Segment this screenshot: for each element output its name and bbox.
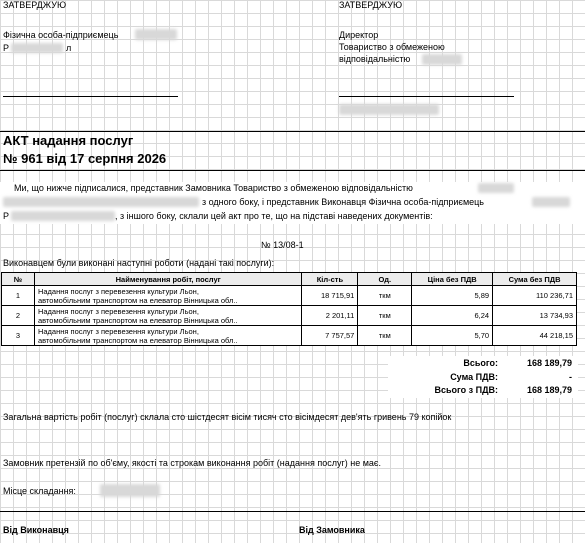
- title-rule: [0, 131, 585, 132]
- redacted-executor-name: [135, 29, 177, 40]
- col-price: Ціна без ПДВ: [412, 273, 493, 286]
- approve-left: ЗАТВЕРДЖУЮ: [3, 0, 67, 10]
- desc-line-2: автомобільним транспортом на елеватор Вінницька обл..: [37, 335, 238, 345]
- vat-value: -: [569, 372, 572, 382]
- intro-line-2: з одного боку, і представник Виконавця Фізична особа-підприємець: [202, 197, 484, 207]
- col-name: Найменування робіт, послуг: [34, 273, 301, 286]
- act-number-date: № 961 від 17 серпня 2026: [3, 151, 167, 166]
- row-sum: 110 236,71: [493, 286, 577, 306]
- col-number: №: [2, 273, 35, 286]
- total-label: Всього:: [463, 358, 498, 368]
- row-qty: 7 757,57: [302, 326, 358, 346]
- total-value: 168 189,79: [526, 358, 572, 368]
- redacted-place: [100, 484, 160, 497]
- table-header-row: [2, 273, 577, 286]
- row-price: 5,70: [412, 326, 493, 346]
- col-qty: Кіл-сть: [302, 273, 358, 286]
- vat-label: Сума ПДВ:: [450, 372, 498, 382]
- executor-role: Фізична особа-підприємець: [3, 30, 119, 40]
- desc-line-1: Надання послуг з перевезення культури Льон,: [37, 306, 199, 316]
- row-qty: 18 715,91: [302, 286, 358, 306]
- customer-role: Директор: [339, 30, 379, 40]
- executor-name-end: л: [66, 43, 72, 53]
- works-table: [1, 272, 577, 346]
- approve-right: ЗАТВЕРДЖУЮ: [339, 0, 403, 10]
- row-description: [34, 326, 301, 346]
- redacted-executor-name-2: [11, 43, 63, 53]
- redacted-customer-company: [422, 54, 462, 65]
- redacted-customer-signatory: [339, 104, 439, 115]
- place-label: Місце складання:: [3, 486, 76, 496]
- executor-name-start: Р: [3, 43, 10, 53]
- row-sum: 13 734,93: [493, 306, 577, 326]
- signature-customer-label: Від Замовника: [299, 525, 365, 535]
- desc-line-2: автомобільним транспортом на елеватор Вінницька обл..: [37, 315, 238, 325]
- row-qty: 2 201,11: [302, 306, 358, 326]
- row-unit: ткм: [358, 286, 412, 306]
- redacted-executor-full: [532, 197, 570, 207]
- row-number: 3: [2, 326, 35, 346]
- total-with-vat-value: 168 189,79: [526, 385, 572, 395]
- customer-company-1: Товариство з обмеженою: [339, 42, 445, 52]
- customer-company-2: відповідальністю: [339, 54, 411, 64]
- intro-line-3: , з іншого боку, склали цей акт про те, що на підставі наведених документів:: [115, 211, 433, 221]
- table-row: [2, 326, 577, 346]
- table-row: [2, 286, 577, 306]
- no-claims-statement: Замовник претензій по об'єму, якості та строкам виконання робіт (надання послуг) не має.: [3, 458, 381, 468]
- row-number: 2: [2, 306, 35, 326]
- redacted-customer-full: [3, 197, 199, 207]
- works-heading: Виконавцем були виконані наступні роботи (надані такі послуги):: [3, 258, 275, 268]
- row-unit: ткм: [358, 306, 412, 326]
- amount-in-words: Загальна вартість робіт (послуг) склала сто шістдесят вісім тисяч сто вісімдесят дев'ять гривень 79 копійок: [3, 412, 452, 422]
- row-price: 5,89: [412, 286, 493, 306]
- desc-line-1: Надання послуг з перевезення культури Льон,: [37, 326, 199, 336]
- act-title: АКТ надання послуг: [3, 133, 134, 148]
- intro-line-1: Ми, що нижче підписалися, представник Замовника Товариство з обмеженою відповідальністю: [14, 183, 413, 193]
- redacted-executor-full-2: [11, 211, 115, 221]
- desc-line-1: Надання послуг з перевезення культури Льон,: [37, 286, 199, 296]
- total-with-vat-label: Всього з ПДВ:: [434, 385, 498, 395]
- row-sum: 44 218,15: [493, 326, 577, 346]
- col-unit: Од.: [358, 273, 412, 286]
- desc-line-2: автомобільним транспортом на елеватор Вінницька обл..: [37, 295, 238, 305]
- signature-executor-label: Від Виконавця: [3, 525, 69, 535]
- table-row: [2, 306, 577, 326]
- signature-line-right: [339, 96, 514, 97]
- row-number: 1: [2, 286, 35, 306]
- signature-line-left: [3, 96, 178, 97]
- basis-document-number: № 13/08-1: [261, 240, 304, 250]
- redacted-customer-name: [478, 183, 514, 193]
- title-rule-bottom: [0, 170, 585, 171]
- col-sum: Сума без ПДВ: [493, 273, 577, 286]
- row-price: 6,24: [412, 306, 493, 326]
- row-description: [34, 286, 301, 306]
- row-description: [34, 306, 301, 326]
- intro-line-3-start: Р: [3, 211, 10, 221]
- row-unit: ткм: [358, 326, 412, 346]
- footer-rule: [0, 511, 585, 512]
